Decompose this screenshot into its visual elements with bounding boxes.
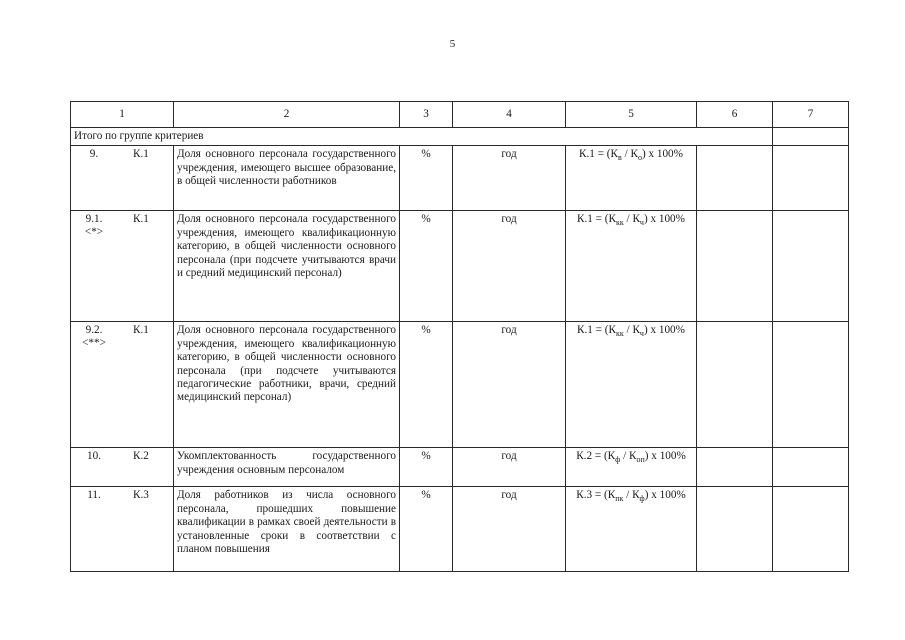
column-header-4: 4 [453, 102, 566, 128]
formula-mid: / К [623, 324, 640, 337]
formula-mid: / К [621, 148, 638, 161]
row-number-block [77, 148, 111, 161]
formula-sub-2: ф [639, 494, 645, 504]
column-header-3: 3 [400, 102, 453, 128]
row-col6 [697, 322, 773, 448]
row-number-block [77, 489, 111, 502]
formula-mid: / К [620, 450, 637, 463]
row-number: 9.2. [85, 324, 103, 337]
row-note: <*> [84, 226, 104, 239]
formula-sub-2: ч [639, 218, 644, 228]
formula-sub-1: кк [615, 329, 624, 339]
row-note: <**> [82, 337, 106, 350]
row-col7 [773, 487, 849, 572]
formula-prefix: К.1 = (К [577, 213, 616, 226]
column-header-5: 5 [566, 102, 697, 128]
criteria-table [70, 101, 849, 572]
formula-prefix: К.1 = (К [577, 324, 616, 337]
row-index-cell [71, 146, 174, 211]
row-code: К.1 [133, 213, 149, 226]
row-col7 [773, 322, 849, 448]
row-description: Укомплектованность государственного учреждения основным персоналом [174, 448, 400, 487]
formula-suffix: ) х 100% [641, 148, 683, 161]
row-formula [566, 211, 697, 322]
row-col7 [773, 146, 849, 211]
formula-mid: / К [623, 213, 640, 226]
row-number-block [77, 450, 111, 463]
formula-sub-1: ф [615, 455, 621, 465]
row-period: год [453, 211, 566, 322]
row-number: 10. [87, 450, 101, 463]
row-period: год [453, 448, 566, 487]
row-description: Доля работников из числа основного персонала, прошедших повышение квалификации в рамках своей деятельности в установленные сроки в соответствии с планом повышения [174, 487, 400, 572]
group-total-label: Итого по группе критериев [71, 128, 773, 146]
row-code: К.2 [133, 450, 149, 463]
row-description: Доля основного персонала государственного учреждения, имеющего высшее образование, в общей численности работников [174, 146, 400, 211]
row-period: год [453, 322, 566, 448]
row-description: Доля основного персонала государственного учреждения, имеющего квалификационную категорию, в общей численности основного персонала (при подсчете учитываются педагогические работники, врачи, средний медицинский персонал) [174, 322, 400, 448]
row-col6 [697, 448, 773, 487]
formula-prefix: К.3 = (К [576, 489, 616, 502]
formula-prefix: К.1 = (К [579, 148, 618, 161]
row-col6 [697, 211, 773, 322]
column-header-1: 1 [71, 102, 174, 128]
formula-suffix: ) х 100% [644, 450, 686, 463]
row-col7 [773, 448, 849, 487]
row-formula [566, 322, 697, 448]
row-number: 9. [89, 148, 99, 161]
row-col7 [773, 211, 849, 322]
row-index-cell [71, 211, 174, 322]
row-number-block [77, 324, 111, 350]
row-unit: % [400, 448, 453, 487]
table-row [71, 448, 849, 487]
row-formula [566, 448, 697, 487]
row-period: год [453, 487, 566, 572]
formula-sub-1: кк [615, 218, 624, 228]
row-unit: % [400, 322, 453, 448]
formula-sub-1: пк [615, 494, 624, 504]
formula-prefix: К.2 = (К [576, 450, 616, 463]
row-code: К.1 [133, 324, 149, 337]
row-period: год [453, 146, 566, 211]
row-number-block [77, 213, 111, 239]
row-number: 11. [87, 489, 101, 502]
column-header-7: 7 [773, 102, 849, 128]
page-number: 5 [449, 38, 456, 50]
row-description: Доля основного персонала государственного учреждения, имеющего квалификационную категорию, в общей численности основного персонала (при подсчете учитываются врачи и средний медицинский персонал) [174, 211, 400, 322]
row-unit: % [400, 146, 453, 211]
formula-mid: / К [623, 489, 640, 502]
row-index-cell [71, 448, 174, 487]
row-formula [566, 487, 697, 572]
row-code: К.3 [133, 489, 149, 502]
column-header-6: 6 [697, 102, 773, 128]
row-index-cell [71, 322, 174, 448]
row-number: 9.1. [85, 213, 103, 226]
table-row [71, 146, 849, 211]
formula-suffix: ) х 100% [644, 489, 686, 502]
group-total-col7 [773, 128, 849, 146]
row-code: К.1 [133, 148, 149, 161]
formula-sub-2: оп [636, 455, 645, 465]
row-formula [566, 146, 697, 211]
formula-suffix: ) х 100% [643, 213, 685, 226]
row-unit: % [400, 487, 453, 572]
column-header-2: 2 [174, 102, 400, 128]
group-total-row [71, 128, 849, 146]
header-row [71, 102, 849, 128]
row-col6 [697, 146, 773, 211]
row-unit: % [400, 211, 453, 322]
formula-sub-1: в [617, 153, 622, 163]
table-row [71, 322, 849, 448]
formula-suffix: ) х 100% [643, 324, 685, 337]
row-index-cell [71, 487, 174, 572]
formula-sub-2: о [637, 153, 642, 163]
formula-sub-2: ч [639, 329, 644, 339]
table-row [71, 487, 849, 572]
table-row [71, 211, 849, 322]
row-col6 [697, 487, 773, 572]
